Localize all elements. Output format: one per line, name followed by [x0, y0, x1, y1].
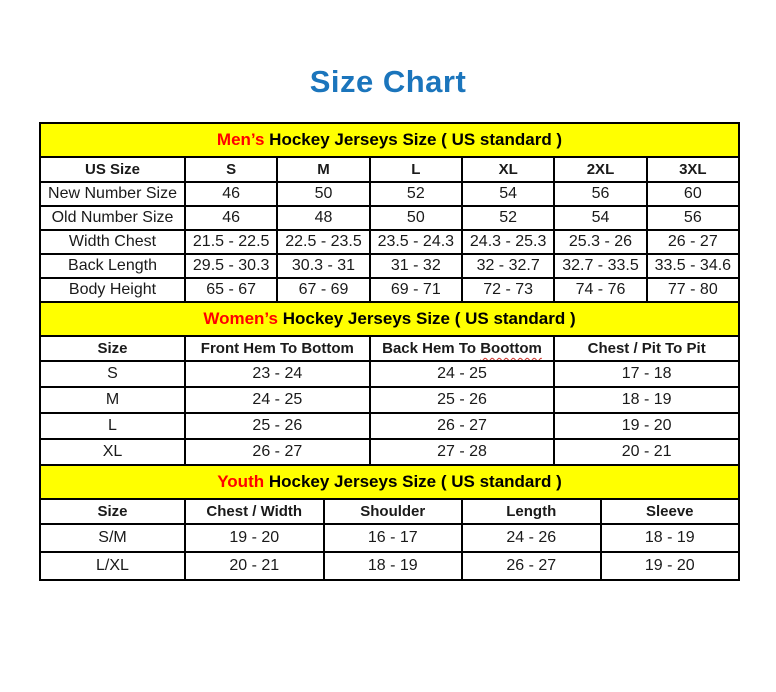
column-header-length: Length: [462, 499, 601, 524]
size-cell: 50: [370, 206, 462, 230]
column-header-l: L: [370, 157, 462, 182]
size-cell: 48: [277, 206, 369, 230]
size-cell: 60: [647, 182, 739, 206]
size-cell: 30.3 - 31: [277, 254, 369, 278]
size-cell: 25 - 26: [370, 387, 555, 413]
womens-section-label-red: Women’s: [203, 309, 278, 328]
back-hem-label: Back Hem To: [382, 340, 481, 357]
column-header-m: M: [277, 157, 369, 182]
size-cell: 67 - 69: [277, 278, 369, 302]
size-cell: 65 - 67: [185, 278, 277, 302]
womens-section-header: [40, 302, 739, 336]
table-row: [40, 278, 739, 302]
youth-section-band: [40, 465, 739, 499]
column-header-us-size: US Size: [40, 157, 185, 182]
size-cell: 23 - 24: [185, 361, 370, 387]
table-row: [40, 413, 739, 439]
mens-section-label-text: Hockey Jerseys Size ( US standard ): [264, 130, 563, 149]
column-header-back-hem: [370, 336, 555, 361]
size-cell: 26 - 27: [462, 552, 601, 580]
row-label-l: L: [40, 413, 185, 439]
size-cell: 18 - 19: [324, 552, 463, 580]
size-cell: 50: [277, 182, 369, 206]
table-row: [40, 361, 739, 387]
size-cell: 24 - 25: [185, 387, 370, 413]
column-header-chest-width: Chest / Width: [185, 499, 324, 524]
size-cell: 27 - 28: [370, 439, 555, 465]
size-cell: 17 - 18: [554, 361, 739, 387]
column-header-2xl: 2XL: [554, 157, 646, 182]
row-label-sm: S/M: [40, 524, 185, 552]
row-label-m: M: [40, 387, 185, 413]
womens-section-band: [40, 302, 739, 336]
row-label-xl: XL: [40, 439, 185, 465]
size-cell: 16 - 17: [324, 524, 463, 552]
size-cell: 33.5 - 34.6: [647, 254, 739, 278]
size-cell: 24 - 26: [462, 524, 601, 552]
size-cell: 69 - 71: [370, 278, 462, 302]
row-label-s: S: [40, 361, 185, 387]
table-row: [40, 387, 739, 413]
size-cell: 25.3 - 26: [554, 230, 646, 254]
column-header-front-hem: Front Hem To Bottom: [185, 336, 370, 361]
youth-section-label-text: Hockey Jerseys Size ( US standard ): [264, 472, 562, 491]
size-cell: 26 - 27: [185, 439, 370, 465]
size-cell: 56: [647, 206, 739, 230]
size-cell: 18 - 19: [554, 387, 739, 413]
table-row: [40, 182, 739, 206]
table-row: [40, 254, 739, 278]
table-row: [40, 552, 739, 580]
size-cell: 77 - 80: [647, 278, 739, 302]
size-cell: 31 - 32: [370, 254, 462, 278]
column-header-3xl: 3XL: [647, 157, 739, 182]
mens-section-band: [40, 123, 739, 157]
table-row: [40, 230, 739, 254]
size-cell: 32 - 32.7: [462, 254, 554, 278]
youth-size-table: [39, 464, 740, 581]
size-cell: 25 - 26: [185, 413, 370, 439]
size-cell: 26 - 27: [370, 413, 555, 439]
mens-section-header: [40, 123, 739, 157]
womens-size-table: [39, 301, 740, 466]
row-label-width-chest: Width Chest: [40, 230, 185, 254]
table-row: [40, 524, 739, 552]
back-hem-misspelled-word: Boottom: [480, 340, 542, 357]
size-cell: 52: [462, 206, 554, 230]
youth-section-header: [40, 465, 739, 499]
size-cell: 22.5 - 23.5: [277, 230, 369, 254]
size-cell: 32.7 - 33.5: [554, 254, 646, 278]
size-cell: 54: [554, 206, 646, 230]
column-header-s: S: [185, 157, 277, 182]
size-cell: 72 - 73: [462, 278, 554, 302]
row-label-old-number-size: Old Number Size: [40, 206, 185, 230]
size-cell: 74 - 76: [554, 278, 646, 302]
womens-header-row: [40, 336, 739, 361]
size-cell: 18 - 19: [601, 524, 740, 552]
page-title: Size Chart: [309, 64, 467, 99]
size-cell: 19 - 20: [185, 524, 324, 552]
youth-header-row: [40, 499, 739, 524]
size-cell: 21.5 - 22.5: [185, 230, 277, 254]
row-label-new-number-size: New Number Size: [40, 182, 185, 206]
size-cell: 46: [185, 182, 277, 206]
youth-section-label-red: Youth: [217, 472, 265, 491]
table-row: [40, 206, 739, 230]
size-cell: 23.5 - 24.3: [370, 230, 462, 254]
column-header-size: Size: [40, 336, 185, 361]
size-cell: 29.5 - 30.3: [185, 254, 277, 278]
size-cell: 56: [554, 182, 646, 206]
size-cell: 52: [370, 182, 462, 206]
size-cell: 19 - 20: [554, 413, 739, 439]
row-label-body-height: Body Height: [40, 278, 185, 302]
column-header-shoulder: Shoulder: [324, 499, 463, 524]
column-header-size: Size: [40, 499, 185, 524]
mens-section-label-red: Men’s: [216, 130, 265, 149]
size-cell: 24 - 25: [370, 361, 555, 387]
size-cell: 46: [185, 206, 277, 230]
size-cell: 26 - 27: [647, 230, 739, 254]
column-header-sleeve: Sleeve: [601, 499, 740, 524]
mens-size-table: [39, 122, 740, 303]
row-label-back-length: Back Length: [40, 254, 185, 278]
size-cell: 20 - 21: [554, 439, 739, 465]
row-label-lxl: L/XL: [40, 552, 185, 580]
size-cell: 24.3 - 25.3: [462, 230, 554, 254]
size-chart: [39, 122, 740, 581]
size-cell: 54: [462, 182, 554, 206]
column-header-xl: XL: [462, 157, 554, 182]
size-cell: 20 - 21: [185, 552, 324, 580]
table-row: [40, 439, 739, 465]
column-header-chest-pit: Chest / Pit To Pit: [554, 336, 739, 361]
size-cell: 19 - 20: [601, 552, 740, 580]
mens-header-row: [40, 157, 739, 182]
womens-section-label-text: Hockey Jerseys Size ( US standard ): [277, 309, 576, 328]
